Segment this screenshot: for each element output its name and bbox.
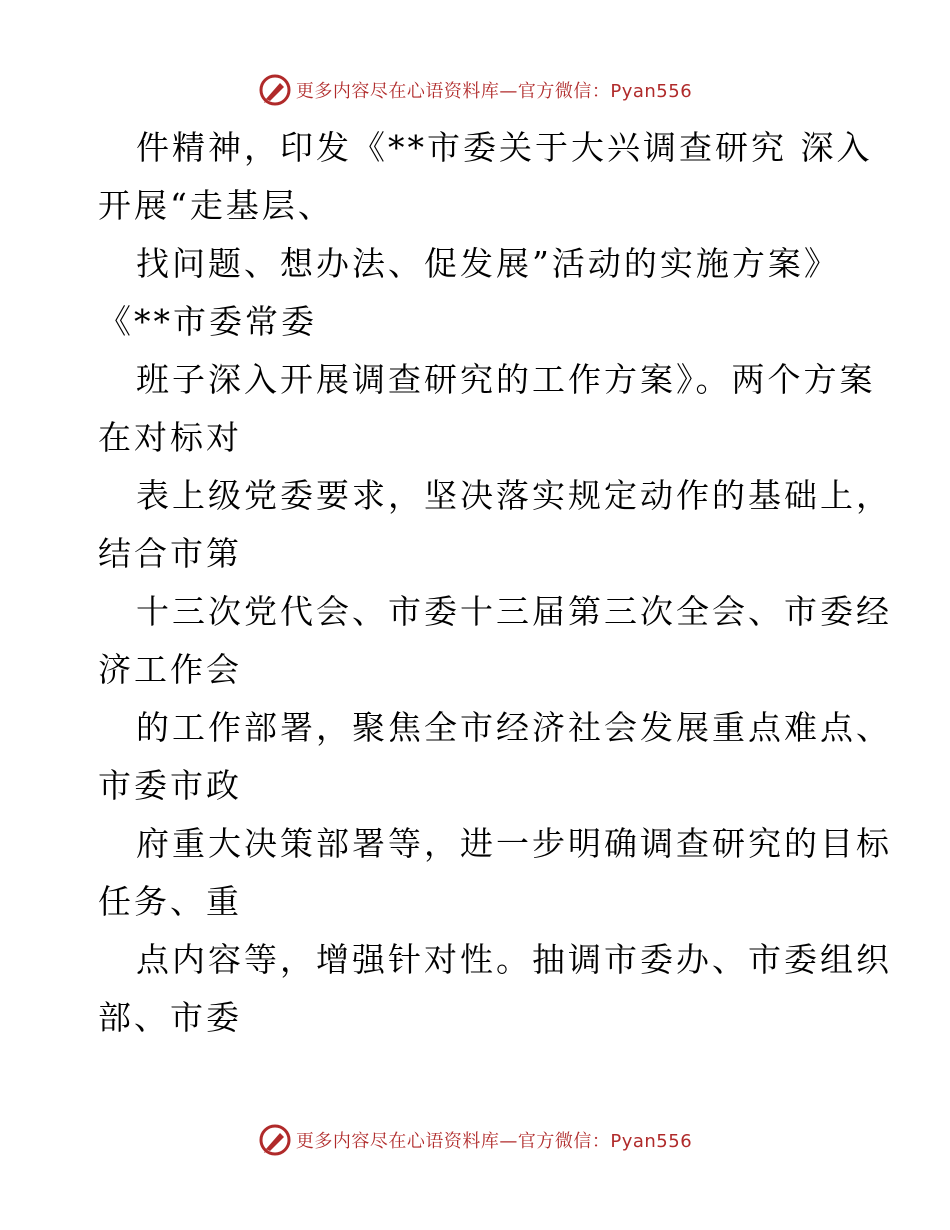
body-line: 济工作会 [98,650,242,689]
body-line: 部、市委 [98,998,242,1037]
body-line: 任务、重 [98,882,242,921]
body-line: 市委市政 [98,766,242,805]
body-line: 件精神，印发《**市委关于大兴调查研究 深入 [136,128,873,167]
body-line: 表上级党委要求，坚决落实规定动作的基础上， [136,476,892,515]
body-line: 班子深入开展调查研究的工作方案》。两个方案 [136,360,876,399]
header-banner [0,70,950,110]
body-line: 在对标对 [98,418,242,457]
pen-logo-icon [258,73,292,107]
pen-logo-icon [258,1123,292,1157]
footer-banner [0,1120,950,1160]
body-line: 结合市第 [98,534,242,573]
footer-banner-text: 更多内容尽在心语资料库—官方微信：Pyan556 [295,1131,693,1152]
body-line: 点内容等，增强针对性。抽调市委办、市委组织 [136,940,892,979]
body-line: 十三次党代会、市委十三届第三次全会、市委经 [136,592,892,631]
body-line: 找问题、想办法、促发展”活动的实施方案》 [136,244,840,283]
body-line: 的工作部署，聚焦全市经济社会发展重点难点、 [136,708,892,747]
body-line: 府重大决策部署等，进一步明确调查研究的目标 [136,824,892,863]
body-line: 开展“走基层、 [98,186,334,225]
header-banner-text: 更多内容尽在心语资料库—官方微信：Pyan556 [295,81,693,102]
body-line: 《**市委常委 [98,302,317,341]
